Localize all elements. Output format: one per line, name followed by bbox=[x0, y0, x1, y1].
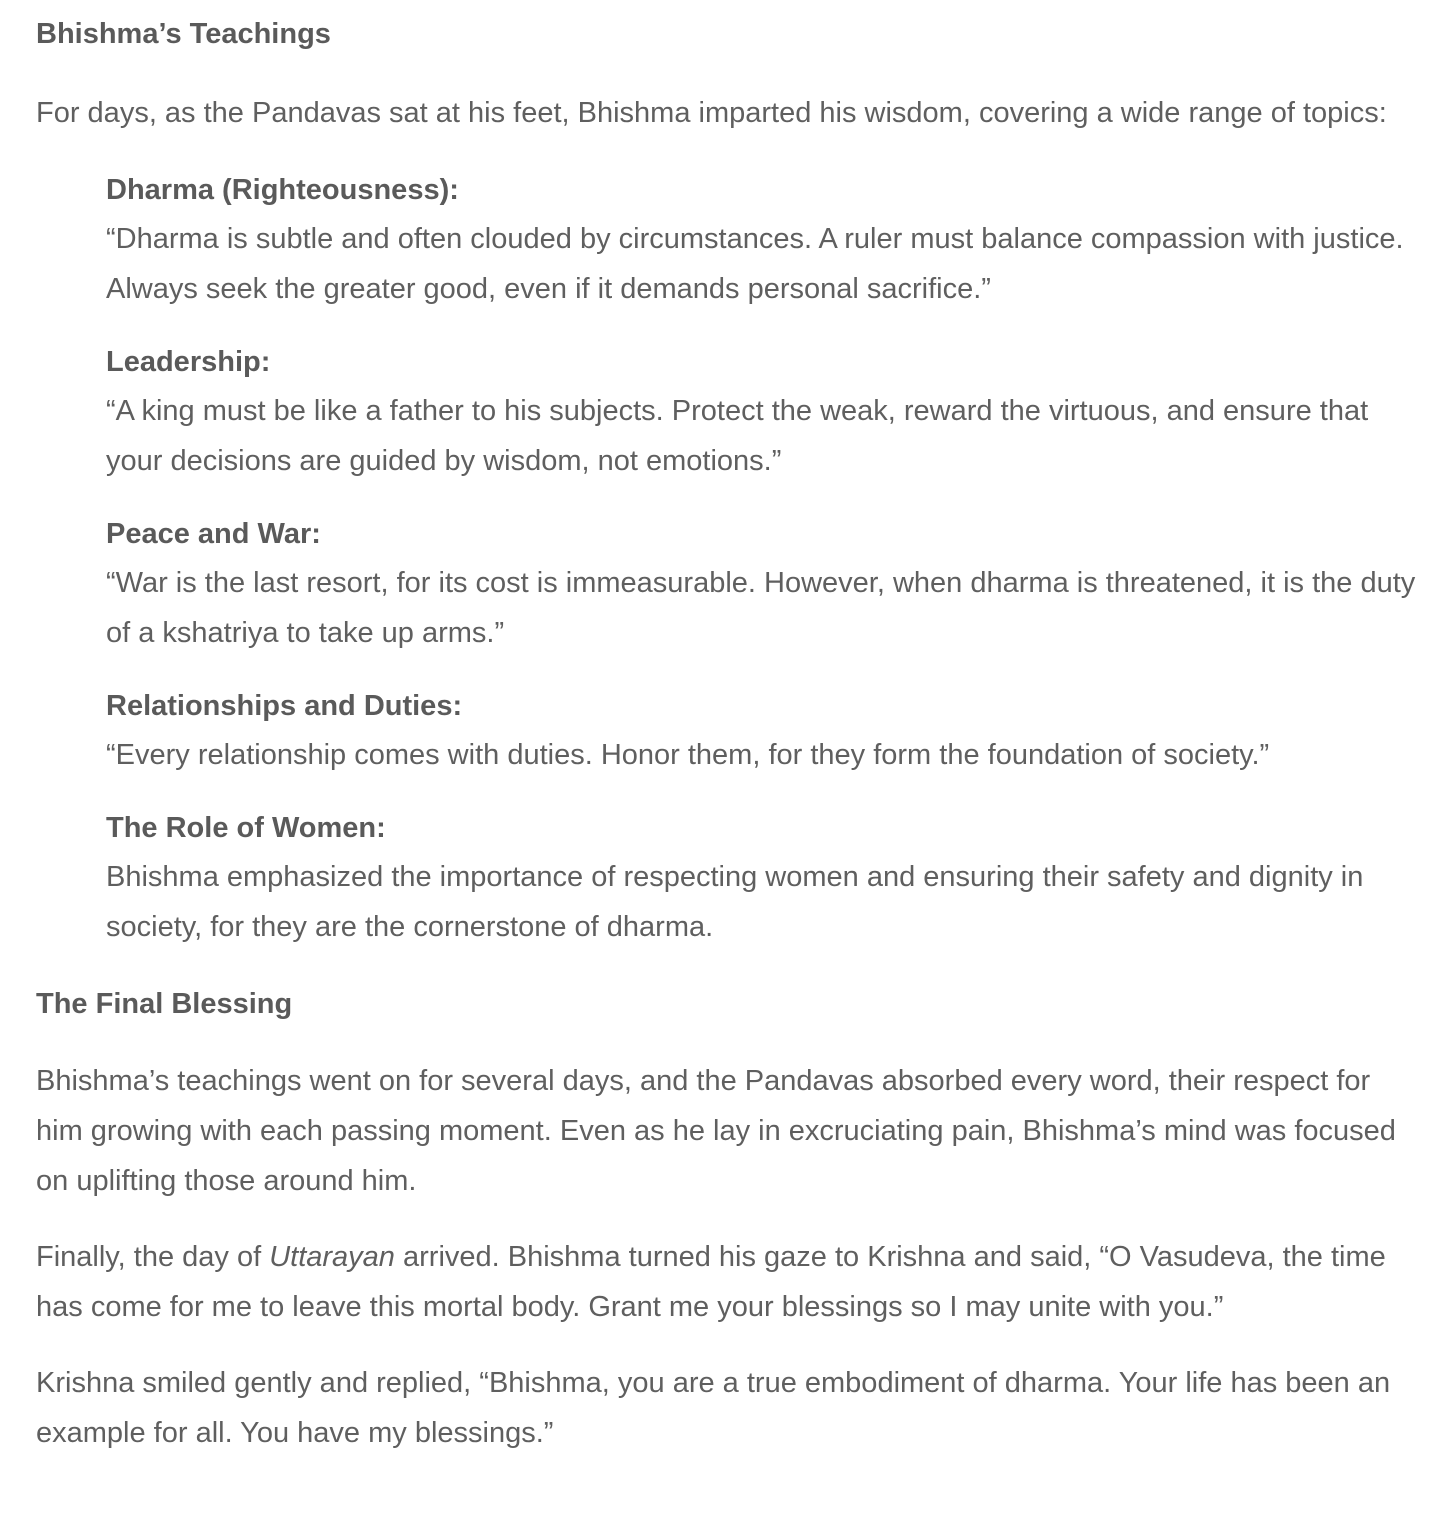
paragraph-krishna-reply: Krishna smiled gently and replied, “Bhishma, you are a true embodiment of dharma. Your life has been an example for all. You have my blessings.” bbox=[36, 1367, 1391, 1449]
paragraph-teachings-days: Bhishma’s teachings went on for several days, and the Pandavas absorbed every word, their respect for him growing with each passing moment. Even as he lay in excruciating pain, Bhishma’s mind was focused on uplifting those around him. bbox=[36, 1065, 1396, 1197]
teaching-item-peace-war bbox=[106, 512, 1420, 658]
section-heading-teachings: Bhishma’s Teachings bbox=[36, 18, 331, 50]
teaching-title: Dharma (Righteousness): bbox=[106, 174, 459, 206]
teaching-item-relationships bbox=[106, 684, 1420, 780]
teaching-text: “Dharma is subtle and often clouded by circumstances. A ruler must balance compassion with justice. Always seek the greater good, even if it demands personal sacrifice.” bbox=[106, 223, 1404, 305]
teaching-item-women bbox=[106, 806, 1420, 952]
uttarayan-italic: Uttarayan bbox=[269, 1241, 395, 1273]
intro-paragraph: For days, as the Pandavas sat at his feet, Bhishma imparted his wisdom, covering a wide range of topics: bbox=[36, 97, 1387, 129]
teaching-title: Peace and War: bbox=[106, 518, 321, 550]
teaching-text: Bhishma emphasized the importance of respecting women and ensuring their safety and dignity in society, for they are the cornerstone of dharma. bbox=[106, 861, 1364, 943]
teaching-text: “War is the last resort, for its cost is immeasurable. However, when dharma is threatened, it is the duty of a kshatriya to take up arms.” bbox=[106, 567, 1416, 649]
teaching-item-dharma bbox=[106, 168, 1420, 314]
paragraph-text: arrived. Bhishma turned his gaze to Krishna and said, “O Vasudeva, the time has come for me to leave this mortal body. Grant me your blessings so I may unite with you.” bbox=[36, 1241, 1386, 1323]
teaching-title: Leadership: bbox=[106, 346, 271, 378]
teachings-list bbox=[106, 168, 1420, 952]
teaching-text: “Every relationship comes with duties. Honor them, for they form the foundation of society.” bbox=[106, 739, 1270, 771]
teaching-title: Relationships and Duties: bbox=[106, 690, 463, 722]
teaching-item-leadership bbox=[106, 340, 1420, 486]
teaching-text: “A king must be like a father to his subjects. Protect the weak, reward the virtuous, and ensure that your decisions are guided by wisdom, not emotions.” bbox=[106, 395, 1369, 477]
teaching-title: The Role of Women: bbox=[106, 812, 386, 844]
paragraph-text: Finally, the day of bbox=[36, 1241, 270, 1273]
section-heading-final-blessing: The Final Blessing bbox=[36, 988, 293, 1020]
paragraph-uttarayan bbox=[36, 1232, 1420, 1332]
